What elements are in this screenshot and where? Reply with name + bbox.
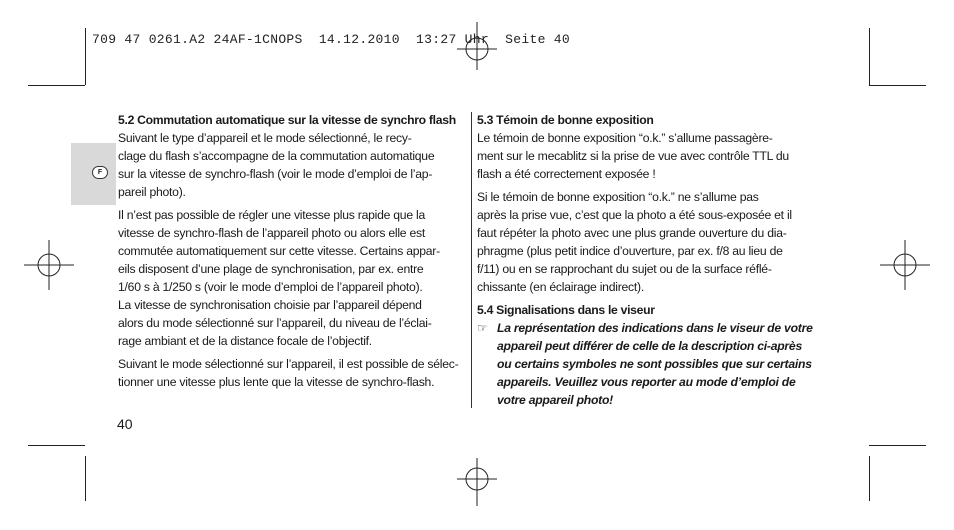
- crop-mark-bottom-right-vertical: [869, 456, 870, 501]
- note-text: [497, 319, 813, 409]
- paragraph-vitesse: [118, 206, 468, 350]
- text-line: La vitesse de synchronisation choisie par l’appareil dépend: [118, 298, 422, 312]
- crop-mark-bottom-right-horizontal: [869, 445, 926, 446]
- text-line: tionner une vitesse plus lente que la vitesse de synchro-flash.: [118, 375, 435, 389]
- text-line: phragme (plus petit indice d’ouverture, par ex. f/8 au lieu de: [477, 244, 783, 258]
- text-line: ou certains symboles ne sont possibles que sur certains: [497, 357, 812, 371]
- text-line: appareil peut différer de celle de la description ci-après: [497, 339, 802, 353]
- text-line: faut répéter la photo avec une plus grande ouverture du dia-: [477, 226, 787, 240]
- text-line: clage du flash s’accompagne de la commutation automatique: [118, 149, 435, 163]
- text-line: eils disposent d’une plage de synchronisation, par ex. entre: [118, 262, 424, 276]
- text-line: flash a été correctement exposée !: [477, 167, 656, 181]
- text-line: Suivant le type d’appareil et le mode sélectionné, le recy-: [118, 131, 412, 145]
- crop-mark-top-right-vertical: [869, 28, 870, 85]
- paragraph-vitesse-lente: [118, 355, 468, 391]
- right-column: [477, 111, 829, 409]
- text-line: vitesse de synchro-flash de l’appareil photo ou alors elle est: [118, 226, 425, 240]
- page-number: 40: [117, 416, 133, 432]
- paragraph-sous-expose: [477, 188, 829, 296]
- text-line: après la prise vue, c’est que la photo a été sous-exposée et il: [477, 208, 792, 222]
- registration-mark-left: [24, 240, 74, 290]
- language-badge: F: [92, 166, 108, 179]
- column-divider: [471, 112, 472, 408]
- pointing-hand-icon: ☞: [477, 321, 488, 335]
- paragraph-recyclage: [118, 129, 468, 201]
- text-line: f/11) ou en se rapprochant du sujet ou de la surface réflé-: [477, 262, 772, 276]
- registration-mark-right: [880, 240, 930, 290]
- text-line: votre appareil photo!: [497, 393, 613, 407]
- crop-mark-bottom-left-horizontal: [28, 445, 85, 446]
- text-line: Suivant le mode sélectionné sur l’appareil, il est possible de sélec-: [118, 357, 459, 371]
- text-line: sur la vitesse de synchro-flash (voir le mode d’emploi de l’ap-: [118, 167, 433, 181]
- crop-mark-top-left-horizontal: [28, 85, 85, 86]
- paragraph-temoin: [477, 129, 829, 183]
- text-line: ment sur le mecablitz si la prise de vue avec contrôle TTL du: [477, 149, 789, 163]
- text-line: Le témoin de bonne exposition “o.k.” s’allume passagère-: [477, 131, 773, 145]
- text-line: pareil photo).: [118, 185, 186, 199]
- text-line: appareils. Veuillez vous reporter au mode d’emploi de: [497, 375, 796, 389]
- viewfinder-note: [477, 319, 829, 409]
- text-line: Il n’est pas possible de régler une vitesse plus rapide que la: [118, 208, 425, 222]
- registration-mark-bottom: [457, 458, 497, 508]
- text-line: chissante (en éclairage indirect).: [477, 280, 644, 294]
- text-line: 1/60 s à 1/250 s (voir le mode d’emploi de l’appareil photo).: [118, 280, 423, 294]
- text-line: rage ambiant et de la distance focale de l’objectif.: [118, 334, 372, 348]
- crop-mark-bottom-left-vertical: [85, 456, 86, 501]
- text-line: Si le témoin de bonne exposition “o.k.” ne s’allume pas: [477, 190, 759, 204]
- crop-mark-top-right-horizontal: [869, 85, 926, 86]
- section-heading-5-4: 5.4 Signalisations dans le viseur: [477, 303, 655, 317]
- text-line: alors du mode sélectionné sur l’appareil, du niveau de l’éclai-: [118, 316, 432, 330]
- registration-mark-top: [457, 22, 497, 72]
- print-slug-header: 709 47 0261.A2 24AF-1CNOPS 14.12.2010 13:27 Uhr Seite 40: [92, 32, 570, 47]
- section-heading-5-3: 5.3 Témoin de bonne exposition: [477, 113, 654, 127]
- crop-mark-top-left-vertical: [85, 28, 86, 85]
- text-line: La représentation des indications dans le viseur de votre: [497, 321, 813, 335]
- left-column: [118, 111, 468, 391]
- section-heading-5-2: 5.2 Commutation automatique sur la vitesse de synchro flash: [118, 113, 456, 127]
- text-line: commutée automatiquement sur cette vitesse. Certains appar-: [118, 244, 440, 258]
